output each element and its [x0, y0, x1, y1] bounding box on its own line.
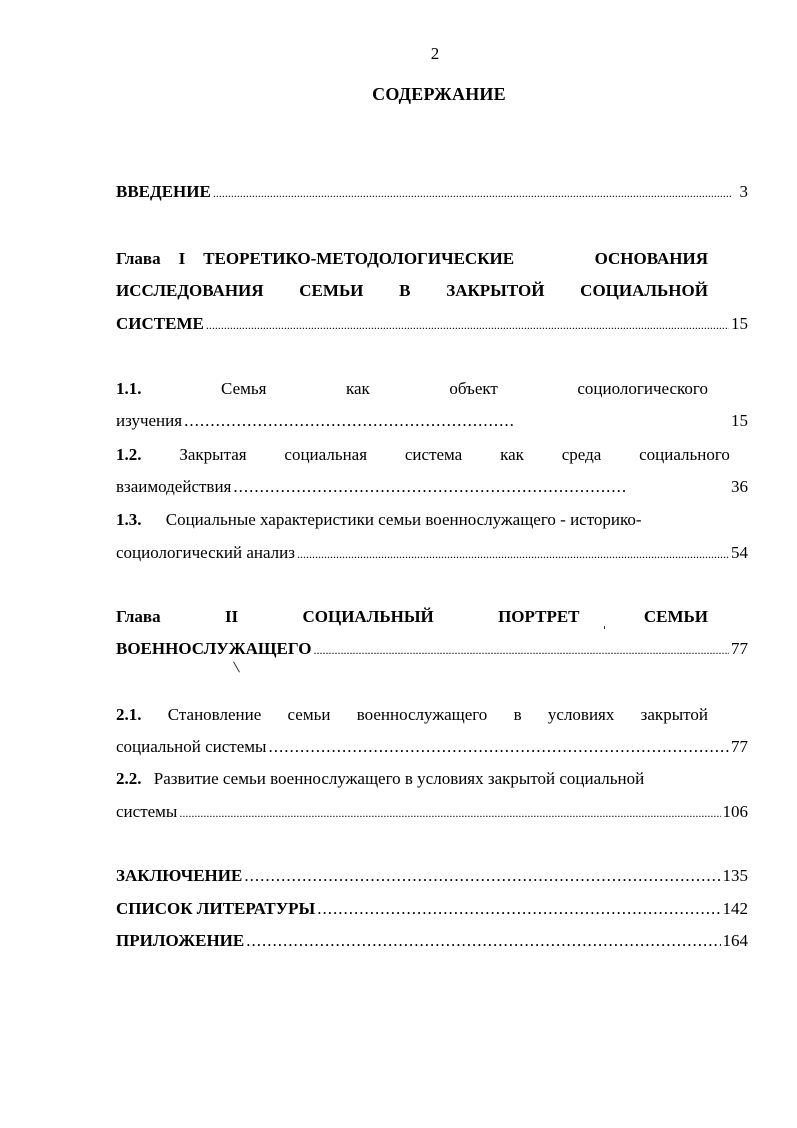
leader-dots — [313, 637, 729, 662]
entry-label: изучения — [116, 411, 183, 430]
entry-label: ЗАКЛЮЧЕНИЕ — [116, 866, 243, 885]
chapter1-line2 — [116, 279, 708, 303]
entry-label: ПРИЛОЖЕНИЕ — [116, 931, 245, 950]
page-number: 2 — [430, 44, 440, 63]
section-word: социального — [639, 445, 730, 464]
toc-entry-1-1[interactable] — [116, 409, 748, 433]
section-word: закрытой — [640, 705, 708, 724]
section-1-3-line1 — [116, 508, 748, 532]
leader-dots — [317, 897, 720, 921]
chapter2-word: II — [224, 607, 239, 626]
section-word: в — [513, 705, 522, 724]
leader-dots — [179, 800, 720, 825]
section-word: военнослужащего — [356, 705, 488, 724]
leader-dots — [244, 864, 720, 888]
toc-entry-chapter1[interactable] — [116, 312, 748, 336]
entry-label: социологический анализ — [116, 543, 295, 562]
entry-label: ВОЕННОСЛУЖАЩЕГО — [116, 639, 312, 658]
entry-page: 77 — [731, 737, 748, 756]
leader-dots — [233, 475, 625, 499]
toc-entry-1-3[interactable] — [116, 541, 748, 565]
entry-page: 15 — [731, 411, 748, 430]
section-word: среда — [561, 445, 602, 464]
chapter1-word: ИССЛЕДОВАНИЯ — [116, 281, 264, 300]
leader-dots — [213, 180, 732, 205]
section-word: семьи — [287, 705, 331, 724]
section-text: Социальные характеристики семьи военнослужащего - историко- — [165, 510, 642, 529]
chapter1-word: СОЦИАЛЬНОЙ — [580, 281, 708, 300]
chapter1-word: ЗАКРЫТОЙ — [446, 281, 545, 300]
toc-entry-conclusion[interactable] — [116, 864, 748, 888]
section-word: Закрытая — [179, 445, 247, 464]
chapter2-word: СОЦИАЛЬНЫЙ — [302, 607, 434, 626]
chapter2-line1 — [116, 605, 708, 629]
chapter2-word: Глава — [116, 607, 161, 626]
leader-dots — [268, 735, 729, 759]
section-1-1-line1 — [116, 377, 708, 401]
section-word: как — [345, 379, 370, 398]
section-2-1-line1 — [116, 703, 708, 727]
section-text: Развитие семьи военнослужащего в условиях закрытой социальной — [153, 769, 645, 788]
chapter2-word: СЕМЬИ — [643, 607, 708, 626]
toc-entry-2-2[interactable] — [116, 800, 748, 824]
entry-page: 36 — [731, 477, 748, 496]
section-number: 1.2. — [116, 445, 142, 464]
toc-entry-chapter2[interactable] — [116, 637, 748, 661]
chapter2-word: ПОРТРЕТ — [498, 607, 580, 626]
chapter1-word: I — [178, 249, 186, 268]
entry-page: 77 — [731, 639, 748, 658]
entry-page: 54 — [731, 543, 748, 562]
section-number: 2.2. — [116, 769, 142, 788]
entry-page: 142 — [722, 899, 748, 918]
section-word: социологического — [577, 379, 708, 398]
scan-artifact — [233, 662, 240, 673]
leader-dots — [206, 312, 729, 337]
chapter1-line1 — [116, 247, 708, 271]
section-word: система — [404, 445, 463, 464]
section-word: Семья — [221, 379, 267, 398]
section-number: 1.3. — [116, 510, 142, 529]
entry-page: 106 — [722, 802, 748, 821]
section-number: 1.1. — [116, 379, 142, 398]
section-word: объект — [449, 379, 498, 398]
chapter1-word: СЕМЬИ — [299, 281, 364, 300]
toc-entry-1-2[interactable] — [116, 475, 748, 499]
section-word: Становление — [167, 705, 262, 724]
toc-entry-references[interactable] — [116, 897, 748, 921]
section-1-2-line1 — [116, 443, 730, 467]
entry-page: 15 — [731, 314, 748, 333]
leader-dots — [246, 929, 720, 953]
entry-label: СИСТЕМЕ — [116, 314, 204, 333]
chapter1-word: ОСНОВАНИЯ — [594, 249, 708, 268]
entry-page: 3 — [739, 182, 748, 201]
toc-title: СОДЕРЖАНИЕ — [372, 84, 506, 104]
leader-dots — [184, 409, 514, 433]
section-2-2-line1 — [116, 767, 748, 791]
entry-label: взаимодействия — [116, 477, 232, 496]
toc-entry-appendix[interactable] — [116, 929, 748, 953]
entry-label: ВВЕДЕНИЕ — [116, 182, 211, 201]
entry-page: 164 — [722, 931, 748, 950]
chapter1-word: В — [399, 281, 411, 300]
entry-label: системы — [116, 802, 178, 821]
chapter1-word: Глава — [116, 249, 161, 268]
entry-page: 135 — [722, 866, 748, 885]
section-word: социальная — [284, 445, 368, 464]
entry-label: СПИСОК ЛИТЕРАТУРЫ — [116, 899, 316, 918]
chapter1-word: ТЕОРЕТИКО-МЕТОДОЛОГИЧЕСКИЕ — [203, 249, 515, 268]
section-number: 2.1. — [116, 705, 142, 724]
section-word: как — [500, 445, 524, 464]
toc-entry-intro[interactable] — [116, 180, 748, 204]
entry-label: социальной системы — [116, 737, 267, 756]
leader-dots — [297, 541, 729, 566]
scan-artifact — [604, 626, 605, 629]
toc-entry-2-1[interactable] — [116, 735, 748, 759]
section-word: условиях — [547, 705, 615, 724]
